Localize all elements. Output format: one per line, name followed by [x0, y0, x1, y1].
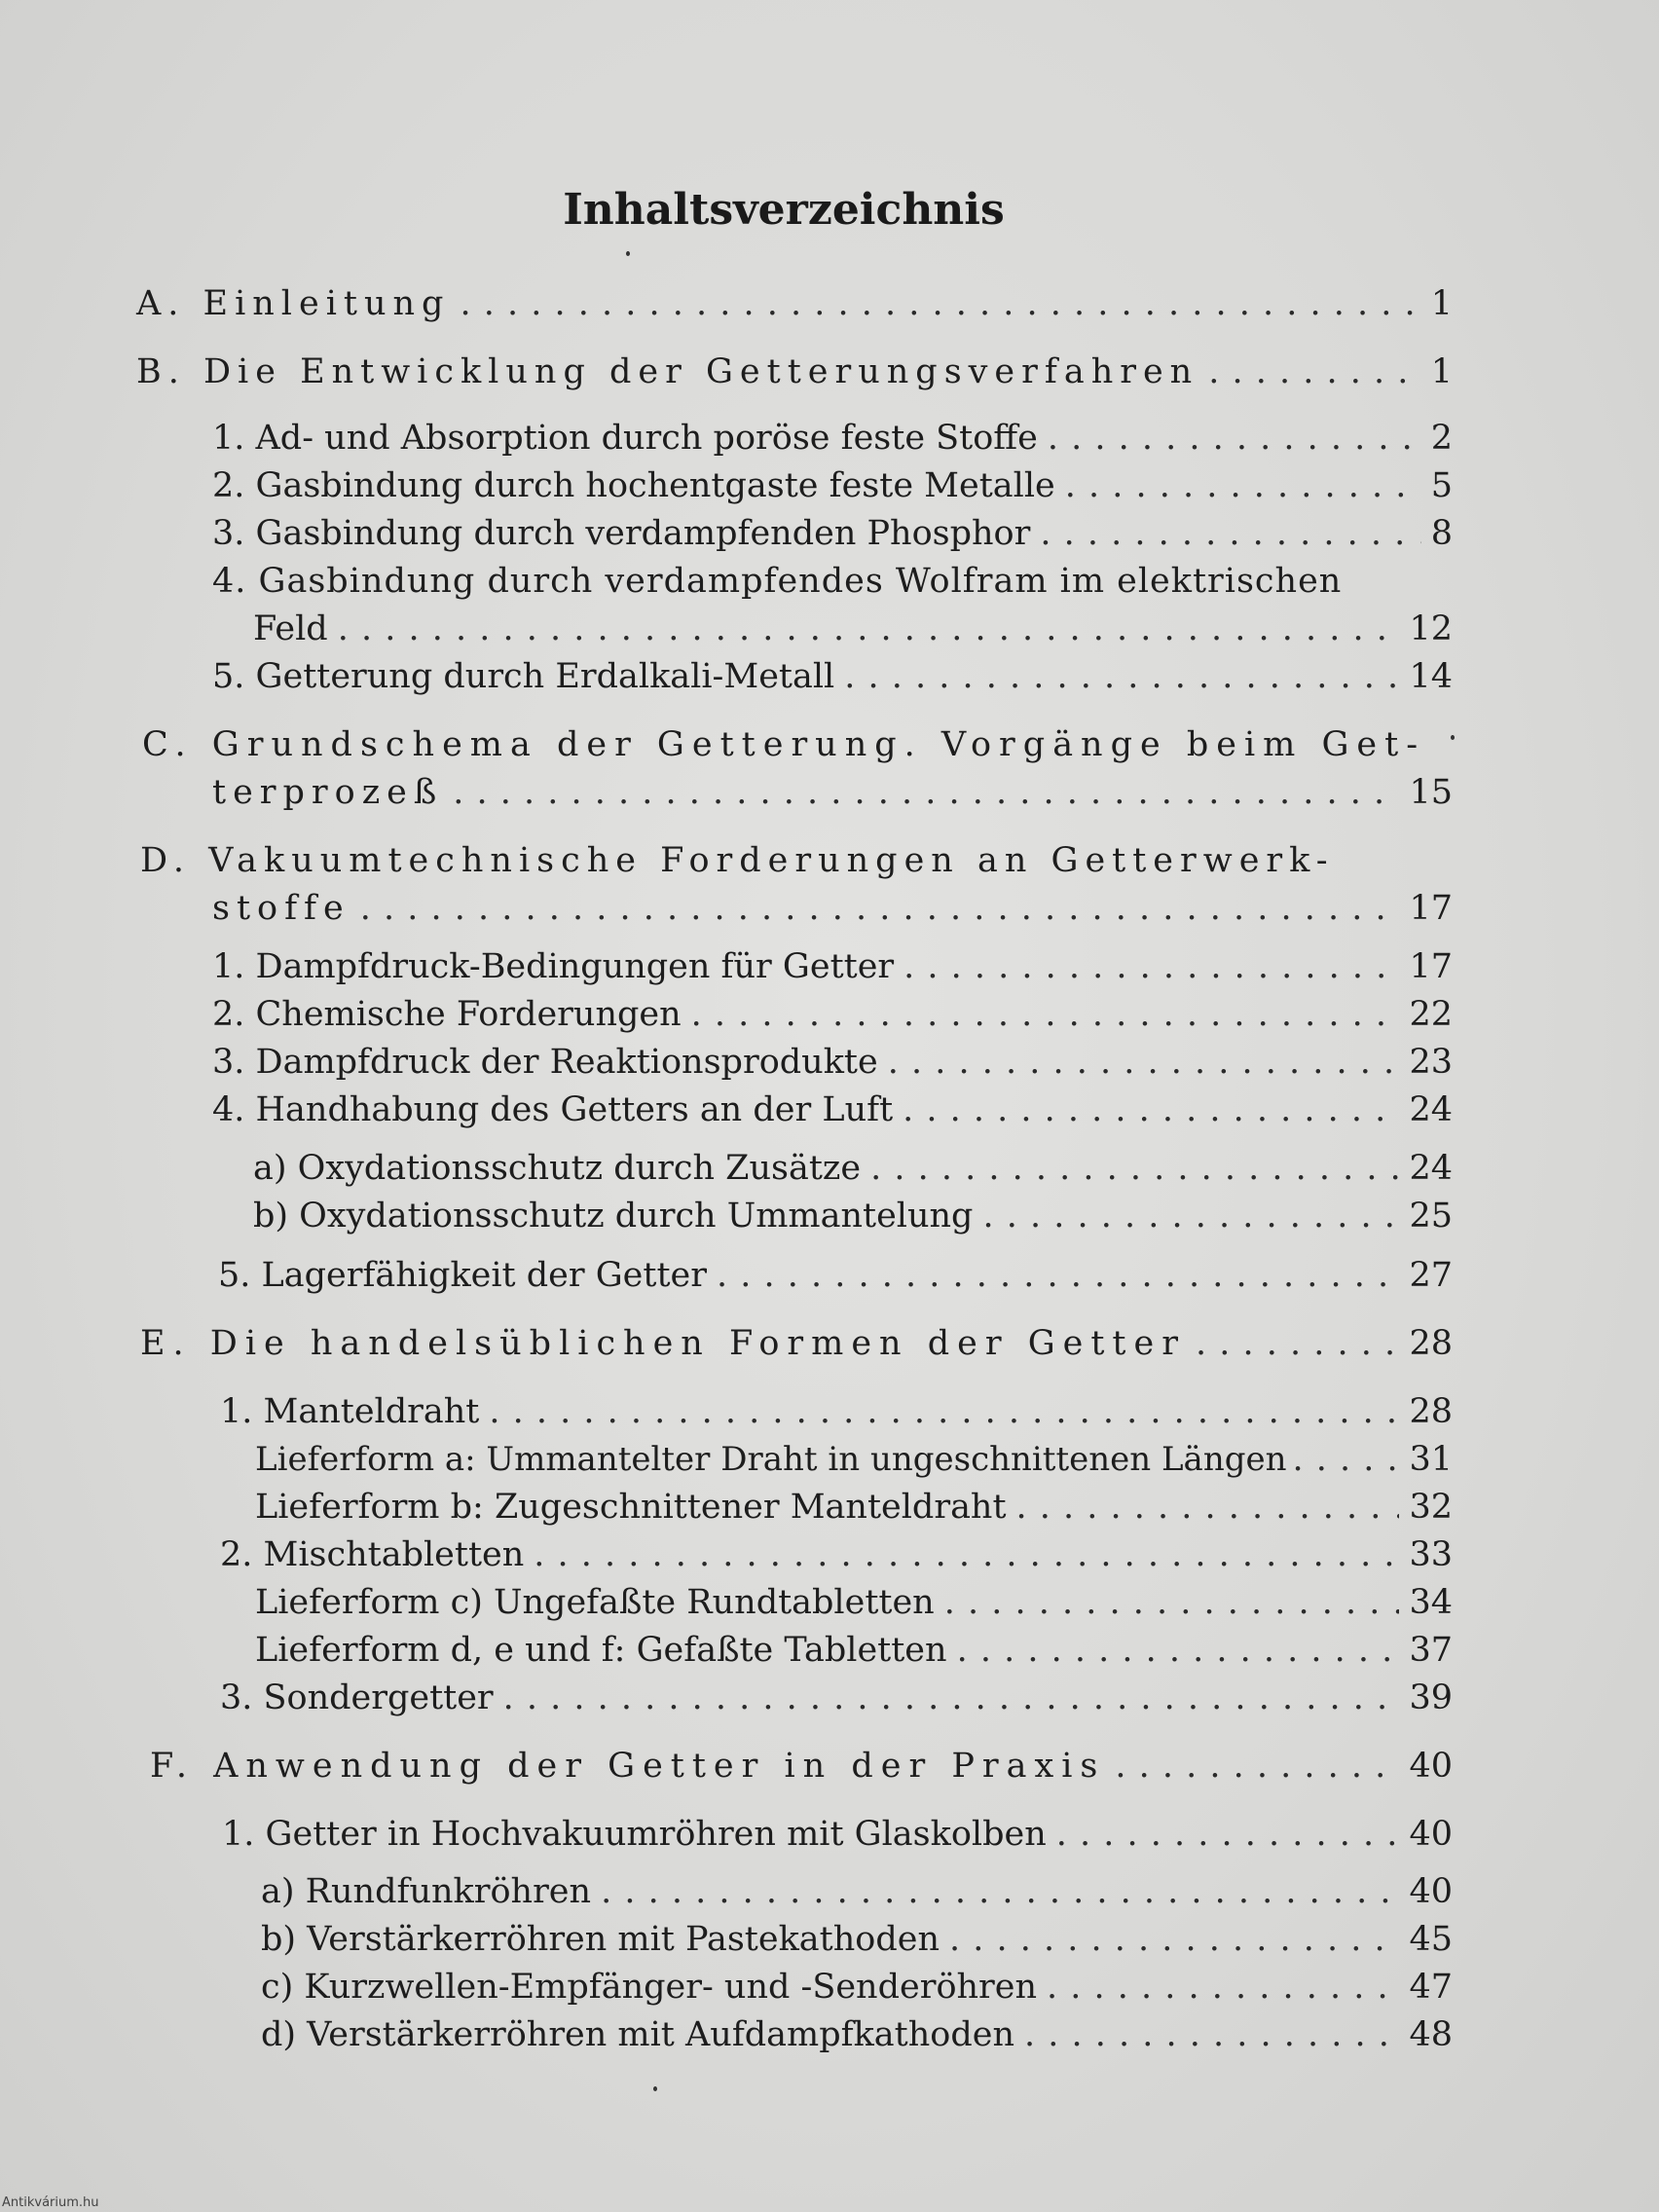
toc-page-number: 2 [1430, 419, 1453, 458]
toc-entry-e2 [220, 1535, 1453, 1578]
dot-leader [903, 947, 1399, 986]
toc-page-number: 22 [1409, 995, 1453, 1034]
dot-leader [691, 995, 1400, 1034]
dot-leader [360, 889, 1400, 928]
toc-page-number: 32 [1409, 1488, 1453, 1527]
dot-leader [1065, 466, 1421, 505]
toc-entry-text: d) Verstärkerröhren mit Aufdampfkathoden [261, 2015, 1014, 2054]
toc-entry-text: a) Oxydationsschutz durch Zusätze [253, 1149, 862, 1188]
toc-entry-text: 1. Manteldraht [220, 1392, 480, 1431]
dot-leader [1293, 1440, 1404, 1479]
toc-entry-text: F. Anwendung der Getter in der Praxis [150, 1747, 1106, 1786]
toc-page-number: 24 [1409, 1149, 1453, 1188]
dot-leader [338, 609, 1400, 648]
toc-entry-d-line1: D. Vakuumtechnische Forderungen an Getterwerk- [140, 841, 1335, 880]
toc-entry-text: terprozeß [212, 773, 444, 812]
toc-entry-text: c) Kurzwellen-Empfänger- und -Senderöhren [261, 1968, 1038, 2007]
dot-leader [453, 773, 1399, 812]
toc-entry-d2 [212, 995, 1453, 1038]
page-title: Inhaltsverzeichnis [563, 185, 1005, 235]
dot-leader [1016, 1488, 1400, 1527]
toc-entry-d1 [212, 947, 1453, 990]
toc-entry-f1 [222, 1815, 1453, 1858]
toc-entry-f1d [261, 2015, 1453, 2058]
toc-entry-f1c [261, 1968, 1453, 2010]
toc-entry-e2c [255, 1583, 1453, 1626]
toc-entry-text: 2. Mischtabletten [220, 1535, 525, 1574]
dot-leader [949, 1920, 1399, 1959]
dot-leader [717, 1256, 1399, 1295]
toc-entry-e [140, 1324, 1453, 1367]
dot-leader [944, 1583, 1400, 1622]
toc-entry-text: Lieferform c) Ungefaßte Rundtabletten [255, 1583, 935, 1622]
dot-leader [460, 284, 1420, 323]
dot-leader [1056, 1815, 1400, 1854]
toc-entry-b2 [212, 466, 1453, 509]
toc-entry-d3 [212, 1043, 1453, 1086]
toc-entry-text: a) Rundfunkröhren [261, 1872, 592, 1911]
toc-entry-b1 [212, 419, 1453, 461]
toc-page-number: 37 [1409, 1631, 1453, 1670]
toc-entry-e2def [255, 1631, 1453, 1674]
toc-page-number: 40 [1409, 1747, 1453, 1786]
toc-entry-b [136, 352, 1453, 395]
toc-entry-text: A. Einleitung [136, 284, 451, 323]
toc-entry-b5 [212, 657, 1453, 700]
toc-page-number: 15 [1409, 773, 1453, 812]
toc-entry-text: B. Die Entwicklung der Getterungsverfahren [136, 352, 1199, 391]
toc-page-number: 31 [1409, 1440, 1453, 1479]
toc-entry-text: 5. Getterung durch Erdalkali-Metall [212, 657, 835, 696]
toc-page-number: 23 [1409, 1043, 1453, 1082]
scan-speck [626, 251, 630, 256]
toc-page-number: 39 [1409, 1678, 1453, 1717]
toc-entry-e3 [220, 1678, 1453, 1721]
toc-page-number: 28 [1409, 1324, 1453, 1363]
toc-entry-d4 [212, 1090, 1453, 1133]
toc-page-number: 1 [1430, 352, 1453, 391]
toc-entry-e1b [255, 1488, 1453, 1530]
toc-page-number: 45 [1409, 1920, 1453, 1959]
dot-leader [534, 1535, 1399, 1574]
toc-entry-text: 1. Dampfdruck-Bedingungen für Getter [212, 947, 895, 986]
toc-entry-text: Lieferform b: Zugeschnittener Manteldraht [255, 1488, 1007, 1527]
scan-speck [653, 2086, 657, 2091]
toc-entry-text: 1. Ad- und Absorption durch poröse feste Stoffe [212, 419, 1038, 458]
toc-entry-c [212, 773, 1453, 816]
toc-entry-d [212, 889, 1453, 932]
dot-leader [1208, 352, 1420, 391]
toc-entry-e1 [220, 1392, 1453, 1435]
dot-leader [1040, 514, 1420, 553]
toc-entry-d5 [218, 1256, 1453, 1299]
toc-page-number: 8 [1430, 514, 1453, 553]
toc-page-number: 25 [1409, 1197, 1453, 1235]
toc-page-number: 47 [1409, 1968, 1453, 2007]
toc-entry-e1a [255, 1440, 1453, 1483]
dot-leader [870, 1149, 1399, 1188]
scan-speck [1451, 735, 1455, 740]
toc-entry-text: 3. Dampfdruck der Reaktionsprodukte [212, 1043, 878, 1082]
toc-entry-text: b) Oxydationsschutz durch Ummantelung [253, 1197, 974, 1235]
toc-entry-d4b [253, 1197, 1453, 1239]
toc-entry-text: E. Die handelsüblichen Formen der Getter [140, 1324, 1186, 1363]
toc-page-number: 28 [1409, 1392, 1453, 1431]
toc-entry-text: Lieferform d, e und f: Gefaßte Tabletten [255, 1631, 947, 1670]
toc-page-number: 5 [1430, 466, 1453, 505]
toc-entry-d4a [253, 1149, 1453, 1192]
toc-entry-b3 [212, 514, 1453, 557]
toc-entry-text: 2. Gasbindung durch hochentgaste feste Metalle [212, 466, 1055, 505]
toc-page-number: 24 [1409, 1090, 1453, 1129]
toc-page-number: 40 [1409, 1872, 1453, 1911]
toc-entry-a [136, 284, 1453, 327]
toc-entry-c-line1: C. Grundschema der Getterung. Vorgänge beim Get- [142, 725, 1426, 764]
toc-page-number: 12 [1409, 609, 1453, 648]
dot-leader [1196, 1324, 1400, 1363]
dot-leader [601, 1872, 1399, 1911]
toc-entry-text: 2. Chemische Forderungen [212, 995, 682, 1034]
dot-leader [957, 1631, 1400, 1670]
dot-leader [903, 1090, 1399, 1129]
toc-page-number: 1 [1430, 284, 1453, 323]
dot-leader [1047, 1968, 1399, 2007]
toc-page-number: 14 [1409, 657, 1453, 696]
dot-leader [503, 1678, 1400, 1717]
toc-entry-text: 3. Gasbindung durch verdampfenden Phosphor [212, 514, 1031, 553]
toc-page-number: 27 [1409, 1256, 1453, 1295]
toc-page-number: 40 [1409, 1815, 1453, 1854]
dot-leader [844, 657, 1399, 696]
toc-entry-text: 4. Handhabung des Getters an der Luft [212, 1090, 894, 1129]
toc-page-number: 33 [1409, 1535, 1453, 1574]
dot-leader [1024, 2015, 1399, 2054]
toc-entry-f1b [261, 1920, 1453, 1963]
toc-entry-text: 5. Lagerfähigkeit der Getter [218, 1256, 707, 1295]
toc-entry-b4 [253, 609, 1453, 652]
dot-leader [489, 1392, 1399, 1431]
dot-leader [888, 1043, 1400, 1082]
toc-entry-text: stoffe [212, 889, 350, 928]
dot-leader [1115, 1747, 1399, 1786]
toc-page-number: 17 [1409, 947, 1453, 986]
toc-entry-text: b) Verstärkerröhren mit Pastekathoden [261, 1920, 940, 1959]
toc-entry-text: Feld [253, 609, 328, 648]
toc-entry-f [150, 1747, 1453, 1789]
toc-entry-f1a [261, 1872, 1453, 1915]
toc-page-number: 34 [1409, 1583, 1453, 1622]
toc-entry-text: Lieferform a: Ummantelter Draht in ungeschnittenen Längen [255, 1440, 1287, 1479]
dot-leader [982, 1197, 1399, 1235]
watermark-footer: Antikvárium.hu [2, 2195, 99, 2210]
toc-entry-b4-line1: 4. Gasbindung durch verdampfendes Wolfram im elektrischen [212, 562, 1343, 601]
dot-leader [1048, 419, 1421, 458]
toc-entry-text: 3. Sondergetter [220, 1678, 494, 1717]
toc-page-number: 48 [1409, 2015, 1453, 2054]
toc-entry-text: 1. Getter in Hochvakuumröhren mit Glaskolben [222, 1815, 1047, 1854]
toc-page-number: 17 [1409, 889, 1453, 928]
